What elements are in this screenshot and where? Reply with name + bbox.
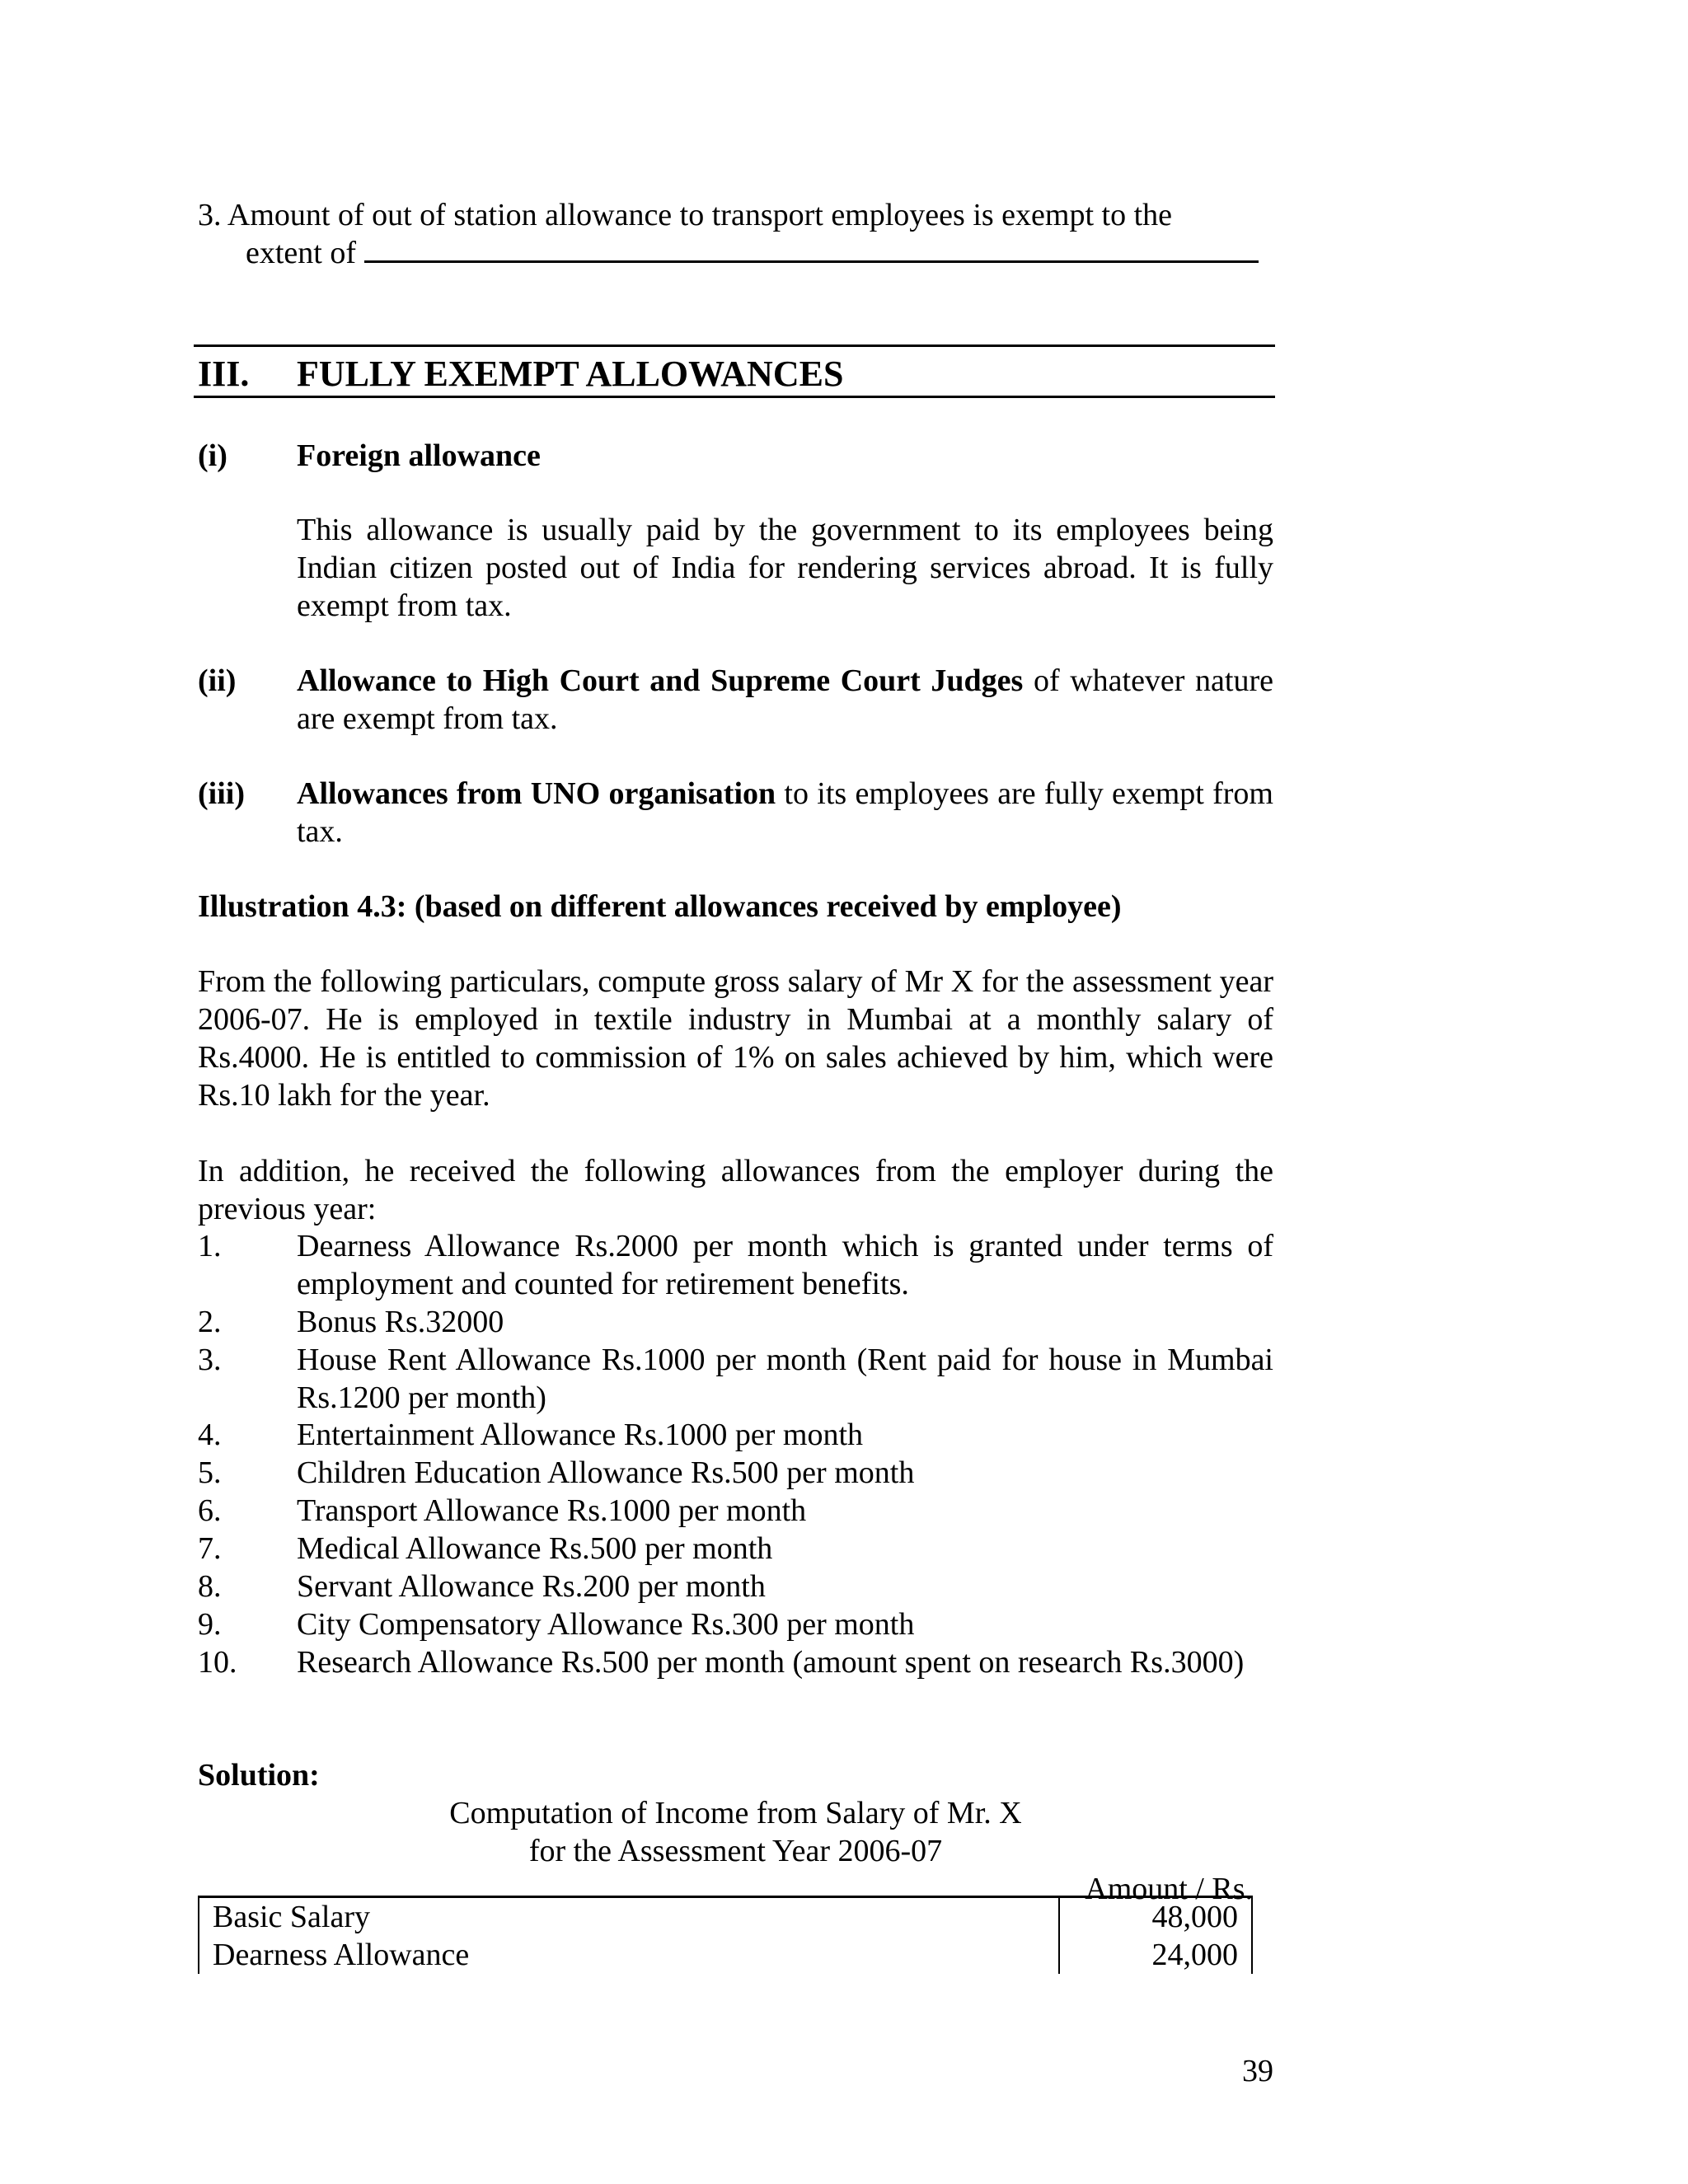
table-cell-particular: Basic Salary <box>199 1897 1059 1937</box>
list-item: Entertainment Allowance Rs.1000 per month <box>297 1418 864 1452</box>
section-top-rule <box>194 344 1275 347</box>
list-item: Children Education Allowance Rs.500 per month <box>297 1455 915 1490</box>
list-number: 3. <box>198 1343 222 1377</box>
item-body <box>297 775 1273 851</box>
list-item: Dearness Allowance Rs.2000 per month which is granted under terms of employment and counted for retirement benefits. <box>297 1229 1273 1301</box>
table-cell-amount: 24,000 <box>1059 1936 1252 1974</box>
list-item: Medical Allowance Rs.500 per month <box>297 1531 773 1566</box>
list-item: Servant Allowance Rs.200 per month <box>297 1569 766 1604</box>
list-number: 8. <box>198 1569 222 1604</box>
illustration-heading: Illustration 4.3: (based on different allowances received by employee) <box>198 889 1122 924</box>
computation-table <box>198 1896 1253 1974</box>
list-item: City Compensatory Allowance Rs.300 per month <box>297 1607 915 1642</box>
list-number: 10. <box>198 1645 237 1680</box>
list-number: 4. <box>198 1418 222 1452</box>
solution-subtitle: for the Assessment Year 2006-07 <box>528 1834 943 1868</box>
intro-item-line1: 3. Amount of out of station allowance to transport employees is exempt to the <box>198 198 1172 232</box>
item-bold-text: Allowances from UNO organisation <box>297 776 776 811</box>
illustration-paragraph: From the following particulars, compute gross salary of Mr X for the assessment year 2006-07. He is employed in textile industry in Mumbai at a monthly salary of Rs.4000. He is entitled to commission of 1% on sales achieved by him, which were Rs.10 lakh for the year. <box>198 964 1273 1113</box>
section-number: III. <box>198 354 250 394</box>
list-number: 6. <box>198 1493 222 1528</box>
item-marker: (ii) <box>198 663 237 698</box>
solution-label: Solution: <box>198 1758 320 1793</box>
list-item: House Rent Allowance Rs.1000 per month (Rent paid for house in Mumbai Rs.1200 per month) <box>297 1343 1273 1415</box>
table-cell-particular: Dearness Allowance <box>199 1936 1059 1974</box>
list-item: Bonus Rs.32000 <box>297 1305 504 1339</box>
item-heading: Foreign allowance <box>297 438 541 473</box>
blank-fill-line <box>364 236 1259 263</box>
list-item: Research Allowance Rs.500 per month (amount spent on research Rs.3000) <box>297 1645 1245 1680</box>
list-number: 5. <box>198 1455 222 1490</box>
section-bottom-rule <box>194 396 1275 398</box>
page-number: 39 <box>1242 2054 1273 2088</box>
list-item: Transport Allowance Rs.1000 per month <box>297 1493 807 1528</box>
table-cell-amount: 48,000 <box>1059 1897 1252 1937</box>
solution-title: Computation of Income from Salary of Mr. X <box>449 1796 1022 1830</box>
table-row <box>199 1936 1252 1974</box>
item-bold-text: Allowance to High Court and Supreme Court Judges <box>297 663 1024 698</box>
list-number: 9. <box>198 1607 222 1642</box>
illustration-paragraph: In addition, he received the following allowances from the employer during the previous year: <box>198 1154 1273 1226</box>
section-title: FULLY EXEMPT ALLOWANCES <box>297 354 844 394</box>
item-body <box>297 662 1273 738</box>
list-number: 7. <box>198 1531 222 1566</box>
item-marker: (i) <box>198 438 227 473</box>
list-number: 1. <box>198 1229 222 1263</box>
intro-item-line2 <box>246 234 1317 272</box>
item-marker: (iii) <box>198 776 245 811</box>
item-rest-text: to its employees are fully exempt from tax. <box>297 776 1273 849</box>
item-rest-text: of whatever nature are exempt from tax. <box>297 663 1273 736</box>
item-body: This allowance is usually paid by the government to its employees being Indian citizen posted out of India for rendering services abroad. It is fully exempt from tax. <box>297 513 1273 623</box>
list-number: 2. <box>198 1305 222 1339</box>
intro-item-line2-text: extent of <box>246 236 357 270</box>
table-row <box>199 1897 1252 1937</box>
amount-column-header: Amount / Rs. <box>1085 1872 1253 1906</box>
